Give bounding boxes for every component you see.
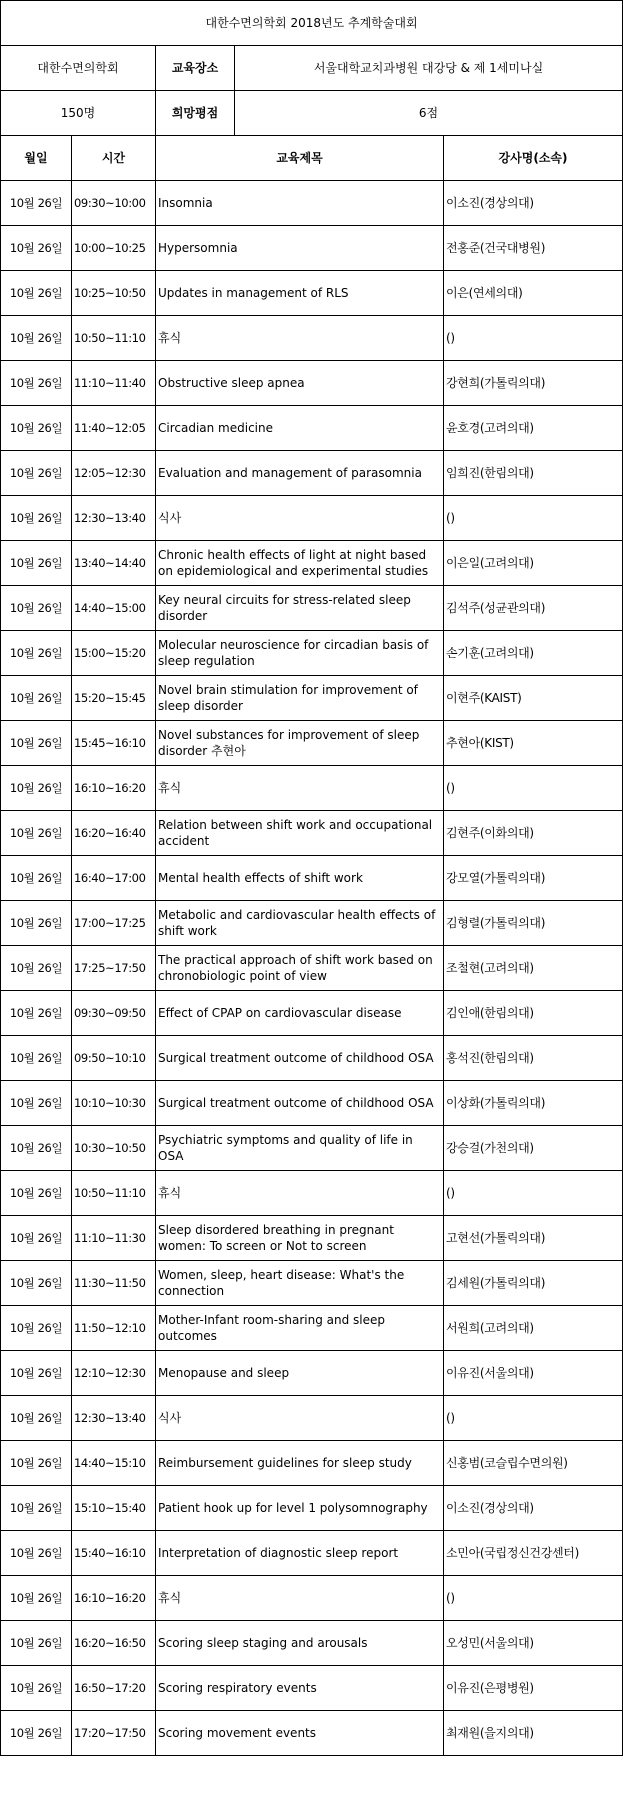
table-row: [1, 1441, 623, 1486]
table-row: [1, 1261, 623, 1306]
table-row: [1, 1621, 623, 1666]
time-cell: 12:05~12:30: [72, 451, 156, 496]
topic-cell: Novel substances for improvement of sleep disorder 추현아: [156, 721, 444, 766]
topic-cell: Obstructive sleep apnea: [156, 361, 444, 406]
speaker-cell: 강모열(가톨릭의대): [444, 856, 623, 901]
speaker-cell: (): [444, 1576, 623, 1621]
date-cell: 10월 26일: [1, 1261, 72, 1306]
date-cell: 10월 26일: [1, 1441, 72, 1486]
credit-value: 6점: [235, 91, 623, 136]
topic-cell: Circadian medicine: [156, 406, 444, 451]
date-cell: 10월 26일: [1, 1306, 72, 1351]
date-cell: 10월 26일: [1, 1126, 72, 1171]
time-cell: 15:00~15:20: [72, 631, 156, 676]
time-cell: 16:10~16:20: [72, 1576, 156, 1621]
date-cell: 10월 26일: [1, 1576, 72, 1621]
date-cell: 10월 26일: [1, 1216, 72, 1261]
time-cell: 12:10~12:30: [72, 1351, 156, 1396]
speaker-cell: (): [444, 496, 623, 541]
table-row: [1, 181, 623, 226]
date-cell: 10월 26일: [1, 631, 72, 676]
table-row: [1, 226, 623, 271]
time-cell: 16:50~17:20: [72, 1666, 156, 1711]
table-row: [1, 406, 623, 451]
speaker-cell: 이유진(은평병원): [444, 1666, 623, 1711]
topic-cell: Mental health effects of shift work: [156, 856, 444, 901]
table-row: [1, 1576, 623, 1621]
time-cell: 10:10~10:30: [72, 1081, 156, 1126]
topic-cell: Metabolic and cardiovascular health effects of shift work: [156, 901, 444, 946]
table-row: [1, 496, 623, 541]
topic-cell: Women, sleep, heart disease: What's the connection: [156, 1261, 444, 1306]
date-cell: 10월 26일: [1, 766, 72, 811]
column-header-time: 시간: [72, 136, 156, 181]
time-cell: 15:10~15:40: [72, 1486, 156, 1531]
time-cell: 09:30~10:00: [72, 181, 156, 226]
speaker-cell: 이은일(고려의대): [444, 541, 623, 586]
topic-cell: Novel brain stimulation for improvement of sleep disorder: [156, 676, 444, 721]
date-cell: 10월 26일: [1, 586, 72, 631]
time-cell: 17:20~17:50: [72, 1711, 156, 1756]
column-header-topic: 교육제목: [156, 136, 444, 181]
speaker-cell: 오성민(서울의대): [444, 1621, 623, 1666]
date-cell: 10월 26일: [1, 271, 72, 316]
time-cell: 16:10~16:20: [72, 766, 156, 811]
date-cell: 10월 26일: [1, 1036, 72, 1081]
time-cell: 11:40~12:05: [72, 406, 156, 451]
time-cell: 12:30~13:40: [72, 1396, 156, 1441]
time-cell: 13:40~14:40: [72, 541, 156, 586]
time-cell: 11:30~11:50: [72, 1261, 156, 1306]
table-row: [1, 766, 623, 811]
table-row: [1, 1351, 623, 1396]
time-cell: 17:00~17:25: [72, 901, 156, 946]
date-cell: 10월 26일: [1, 541, 72, 586]
speaker-cell: 최재원(을지의대): [444, 1711, 623, 1756]
table-row: [1, 271, 623, 316]
topic-cell: Surgical treatment outcome of childhood OSA: [156, 1036, 444, 1081]
topic-cell: Interpretation of diagnostic sleep report: [156, 1531, 444, 1576]
speaker-cell: 김세원(가톨릭의대): [444, 1261, 623, 1306]
date-cell: 10월 26일: [1, 1666, 72, 1711]
speaker-cell: 김석주(성균관의대): [444, 586, 623, 631]
time-cell: 14:40~15:00: [72, 586, 156, 631]
date-cell: 10월 26일: [1, 1351, 72, 1396]
speaker-cell: 김현주(이화의대): [444, 811, 623, 856]
topic-cell: Scoring sleep staging and arousals: [156, 1621, 444, 1666]
table-row: [1, 946, 623, 991]
speaker-cell: 임희진(한림의대): [444, 451, 623, 496]
table-row: [1, 631, 623, 676]
topic-cell: Insomnia: [156, 181, 444, 226]
date-cell: 10월 26일: [1, 316, 72, 361]
table-row: [1, 1486, 623, 1531]
topic-cell: 식사: [156, 496, 444, 541]
schedule-table-body: [1, 1, 623, 1756]
speaker-cell: 신홍범(코슬립수면의원): [444, 1441, 623, 1486]
date-cell: 10월 26일: [1, 721, 72, 766]
speaker-cell: 전홍준(건국대병원): [444, 226, 623, 271]
topic-cell: 휴식: [156, 1171, 444, 1216]
topic-cell: 휴식: [156, 316, 444, 361]
topic-cell: Psychiatric symptoms and quality of life in OSA: [156, 1126, 444, 1171]
topic-cell: The practical approach of shift work based on chronobiologic point of view: [156, 946, 444, 991]
topic-cell: 휴식: [156, 1576, 444, 1621]
topic-cell: Scoring respiratory events: [156, 1666, 444, 1711]
date-cell: 10월 26일: [1, 856, 72, 901]
table-row: [1, 1666, 623, 1711]
table-row: [1, 1711, 623, 1756]
date-cell: 10월 26일: [1, 1486, 72, 1531]
speaker-cell: 강승걸(가천의대): [444, 1126, 623, 1171]
time-cell: 15:40~16:10: [72, 1531, 156, 1576]
table-row: [1, 991, 623, 1036]
speaker-cell: 김인애(한림의대): [444, 991, 623, 1036]
table-row: [1, 721, 623, 766]
topic-cell: Reimbursement guidelines for sleep study: [156, 1441, 444, 1486]
speaker-cell: 윤호경(고려의대): [444, 406, 623, 451]
speaker-cell: 이상화(가톨릭의대): [444, 1081, 623, 1126]
topic-cell: Sleep disordered breathing in pregnant women: To screen or Not to screen: [156, 1216, 444, 1261]
topic-cell: Scoring movement events: [156, 1711, 444, 1756]
speaker-cell: 조철현(고려의대): [444, 946, 623, 991]
speaker-cell: 김형렬(가톨릭의대): [444, 901, 623, 946]
topic-cell: Key neural circuits for stress-related sleep disorder: [156, 586, 444, 631]
topic-cell: Patient hook up for level 1 polysomnography: [156, 1486, 444, 1531]
table-row: [1, 1171, 623, 1216]
date-cell: 10월 26일: [1, 406, 72, 451]
speaker-cell: (): [444, 766, 623, 811]
table-row: [1, 451, 623, 496]
topic-cell: Menopause and sleep: [156, 1351, 444, 1396]
speaker-cell: 이소진(경상의대): [444, 1486, 623, 1531]
date-cell: 10월 26일: [1, 496, 72, 541]
date-cell: 10월 26일: [1, 1621, 72, 1666]
table-row: [1, 316, 623, 361]
date-cell: 10월 26일: [1, 991, 72, 1036]
date-cell: 10월 26일: [1, 901, 72, 946]
table-row: [1, 856, 623, 901]
table-row: [1, 1396, 623, 1441]
time-cell: 11:10~11:40: [72, 361, 156, 406]
date-cell: 10월 26일: [1, 946, 72, 991]
speaker-cell: 손기훈(고려의대): [444, 631, 623, 676]
date-cell: 10월 26일: [1, 1081, 72, 1126]
time-cell: 16:40~17:00: [72, 856, 156, 901]
time-cell: 15:45~16:10: [72, 721, 156, 766]
date-cell: 10월 26일: [1, 361, 72, 406]
time-cell: 09:50~10:10: [72, 1036, 156, 1081]
time-cell: 14:40~15:10: [72, 1441, 156, 1486]
table-row: [1, 541, 623, 586]
speaker-cell: 소민아(국립정신건강센터): [444, 1531, 623, 1576]
table-row: [1, 586, 623, 631]
topic-cell: 식사: [156, 1396, 444, 1441]
date-cell: 10월 26일: [1, 1711, 72, 1756]
time-cell: 10:30~10:50: [72, 1126, 156, 1171]
title-row: [1, 1, 623, 46]
topic-cell: Chronic health effects of light at night based on epidemiological and experimental studies: [156, 541, 444, 586]
speaker-cell: 이유진(서울의대): [444, 1351, 623, 1396]
place-value: 서울대학교치과병원 대강당 & 제 1세미나실: [235, 46, 623, 91]
time-cell: 09:30~09:50: [72, 991, 156, 1036]
topic-cell: Updates in management of RLS: [156, 271, 444, 316]
date-cell: 10월 26일: [1, 451, 72, 496]
time-cell: 12:30~13:40: [72, 496, 156, 541]
date-cell: 10월 26일: [1, 1171, 72, 1216]
date-cell: 10월 26일: [1, 1396, 72, 1441]
time-cell: 15:20~15:45: [72, 676, 156, 721]
table-row: [1, 1036, 623, 1081]
place-label: 교육장소: [156, 46, 235, 91]
info-row-organizer: [1, 46, 623, 91]
table-row: [1, 1081, 623, 1126]
speaker-cell: 홍석진(한림의대): [444, 1036, 623, 1081]
time-cell: 10:25~10:50: [72, 271, 156, 316]
table-row: [1, 901, 623, 946]
date-cell: 10월 26일: [1, 181, 72, 226]
page-title: 대한수면의학회 2018년도 추계학술대회: [1, 1, 623, 46]
topic-cell: Relation between shift work and occupational accident: [156, 811, 444, 856]
speaker-cell: 강현희(가톨릭의대): [444, 361, 623, 406]
topic-cell: Evaluation and management of parasomnia: [156, 451, 444, 496]
date-cell: 10월 26일: [1, 226, 72, 271]
speaker-cell: 서원희(고려의대): [444, 1306, 623, 1351]
table-row: [1, 1531, 623, 1576]
speaker-cell: 이현주(KAIST): [444, 676, 623, 721]
topic-cell: 휴식: [156, 766, 444, 811]
time-cell: 10:50~11:10: [72, 316, 156, 361]
table-row: [1, 676, 623, 721]
column-header-row: [1, 136, 623, 181]
speaker-cell: (): [444, 1171, 623, 1216]
info-row-credit: [1, 91, 623, 136]
speaker-cell: 추현아(KIST): [444, 721, 623, 766]
speaker-cell: 이은(연세의대): [444, 271, 623, 316]
topic-cell: Effect of CPAP on cardiovascular disease: [156, 991, 444, 1036]
table-row: [1, 1306, 623, 1351]
table-row: [1, 1126, 623, 1171]
time-cell: 10:50~11:10: [72, 1171, 156, 1216]
organizer-value: 대한수면의학회: [1, 46, 156, 91]
topic-cell: Hypersomnia: [156, 226, 444, 271]
date-cell: 10월 26일: [1, 1531, 72, 1576]
column-header-date: 월일: [1, 136, 72, 181]
time-cell: 16:20~16:50: [72, 1621, 156, 1666]
time-cell: 16:20~16:40: [72, 811, 156, 856]
speaker-cell: (): [444, 1396, 623, 1441]
column-header-speaker: 강사명(소속): [444, 136, 623, 181]
table-row: [1, 1216, 623, 1261]
date-cell: 10월 26일: [1, 676, 72, 721]
capacity-value: 150명: [1, 91, 156, 136]
speaker-cell: 이소진(경상의대): [444, 181, 623, 226]
time-cell: 11:10~11:30: [72, 1216, 156, 1261]
table-row: [1, 811, 623, 856]
credit-label: 희망평점: [156, 91, 235, 136]
time-cell: 11:50~12:10: [72, 1306, 156, 1351]
time-cell: 10:00~10:25: [72, 226, 156, 271]
time-cell: 17:25~17:50: [72, 946, 156, 991]
table-row: [1, 361, 623, 406]
topic-cell: Surgical treatment outcome of childhood OSA: [156, 1081, 444, 1126]
speaker-cell: 고현선(가톨릭의대): [444, 1216, 623, 1261]
date-cell: 10월 26일: [1, 811, 72, 856]
topic-cell: Molecular neuroscience for circadian basis of sleep regulation: [156, 631, 444, 676]
speaker-cell: (): [444, 316, 623, 361]
topic-cell: Mother-Infant room-sharing and sleep outcomes: [156, 1306, 444, 1351]
